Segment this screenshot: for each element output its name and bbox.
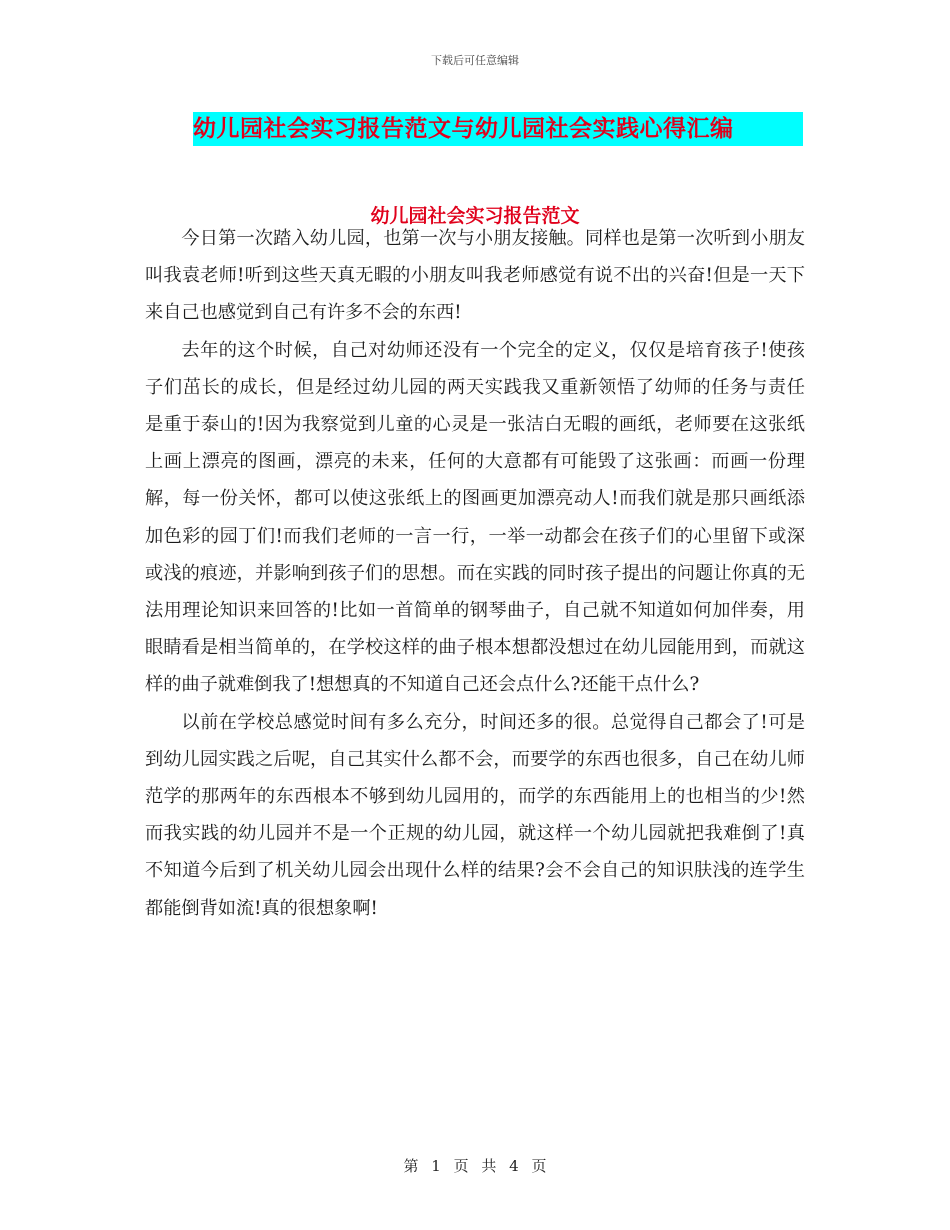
paragraph-3: 以前在学校总感觉时间有多么充分，时间还多的很。总觉得自己都会了!可是到幼儿园实践之后呢，自己其实什么都不会，而要学的东西也很多，自己在幼儿师范学的那两年的东西根本不够到幼儿园用的，而学的东西能用上的也相当的少!然而我实践的幼儿园并不是一个正规的幼儿园，就这样一个幼儿园就把我难倒了!真不知道今后到了机关幼儿园会出现什么样的结果?会不会自己的知识肤浅的连学生都能倒背如流!真的很想象啊! xyxy=(145,711,805,919)
paragraph-2: 去年的这个时候，自己对幼师还没有一个完全的定义，仅仅是培育孩子!使孩子们茁长的成长，但是经过幼儿园的两天实践我又重新领悟了幼师的任务与责任 是重于泰山的!因为我察觉到儿童的心灵是一张洁白无暇的画纸，老师要在这张纸上画上漂亮的图画，漂亮的未来，任何的大意都有可能毁了这张画：而画一份理解，每一份关怀，都可以使这张纸上的图画更加漂亮动人!而我们就是那只画纸添加色彩的园丁们!而我们老师的一言一行，一举一动都会在孩子们的心里留下或深或浅的痕迹，并影响到孩子们的思想。而在实践的同时孩子提出的问题让你真的无法用理论知识来回答的!比如一首简单的钢琴曲子，自己就不知道如何加伴奏，用眼睛看是相当简单的，在学校这样的曲子根本想都没想过在幼儿园能用到，而就这样的曲子就难倒我了!想想真的不知道自己还会点什么?还能干点什么? xyxy=(145,339,805,696)
body-text xyxy=(145,220,805,927)
page-footer: 第 1 页 共 4 页 xyxy=(403,1157,547,1175)
document-title: 幼儿园社会实习报告范文与幼儿园社会实践心得汇编 xyxy=(193,112,803,146)
section-title: 幼儿园社会实习报告范文 xyxy=(370,205,580,227)
paragraph-1: 今日第一次踏入幼儿园，也第一次与小朋友接触。同样也是第一次听到小朋友叫我袁老师!听到这些天真无暇的小朋友叫我老师感觉有说不出的兴奋!但是一天下来自己也感觉到自己有许多不会的东西! xyxy=(145,228,805,324)
header-note: 下载后可任意编辑 xyxy=(431,54,519,67)
